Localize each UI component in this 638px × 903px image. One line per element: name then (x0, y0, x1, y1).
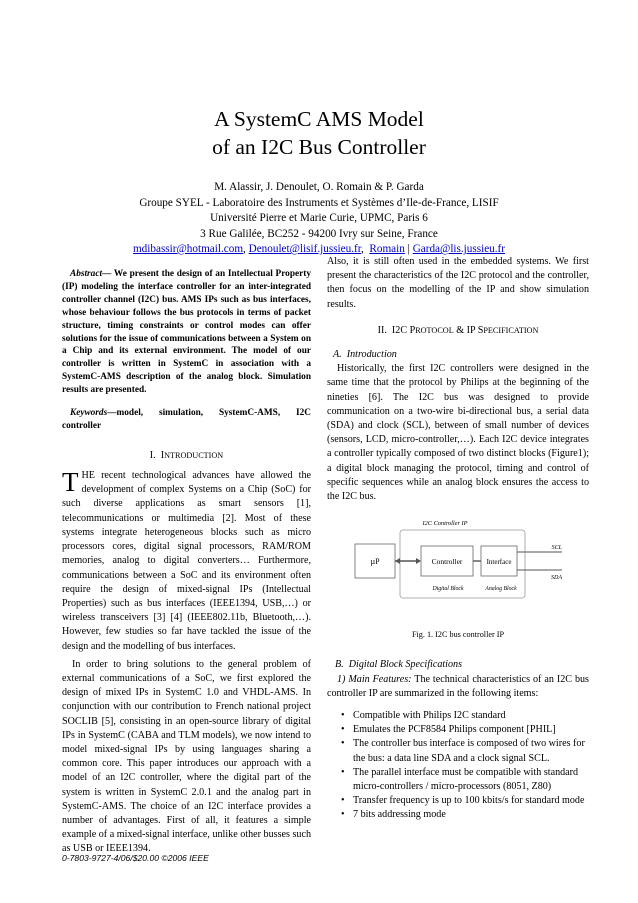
feature-item: • Transfer frequency is up to 100 kbits/s for standard mode (341, 794, 589, 808)
email-link-1[interactable]: mdibassir@hotmail.com (132, 243, 244, 255)
address: 3 Rue Galilée, BC252 - 94200 Ivry sur Seine, France (200, 227, 438, 240)
left-column (62, 268, 311, 857)
abstract: Abstract— We present the design of an Intellectual Property (IP) modeling the interface controller for an inter-integrated controller channel (I2C) bus. AMS IPs such as bus interfaces, whose behaviour follows the bus protocols in terms of packet structure, timing constraints or control modes can offer solutions for the issue of communications between a System on a Chip and its external environment. The model of our controller is written in SystemC in association with a SystemC-AMS description of the analog block. Simulation results are presented. (62, 269, 312, 396)
feature-item: • The parallel interface must be compatible with standard micro-controllers / micro-processors (8051, Z80) (341, 766, 589, 794)
title-line-1: A SystemC AMS Model (214, 107, 424, 131)
author-block (0, 180, 638, 258)
right-paragraph-0: Also, it is still often used in the embedded systems. We first present the characteristics of the I2C protocol and the controller, then focus on the modelling of the IP and show simulation results. (327, 256, 589, 310)
figure-1-diagram (350, 518, 570, 608)
fig-sda-label: SDA (551, 575, 562, 581)
fig-analog-label: Analog Block (485, 586, 517, 592)
section-1-heading: I. INTRODUCTION (149, 449, 224, 461)
intro-paragraph-1: THE recent technological advances have allowed the development of complex Systems on a Chip (SoC) for such diverse applications as smart sensors [1], telecommunications or multimedia [2]. Most of these systems integrate heterogeneous blocks such as micro processors cores, digital signal processors, RAM/ROM memories, analog to digital converters… Furthermore, communications between a SoC and its environment often require the design of mixed-signal IPs (Intellectual Properties) such as bus interfaces (IEEE1394, USB,…) or wireless transceivers [3] [4] (IEEE802.11b, Bluetooth,…). However, few studies so far have tackled the issue of the design and the modelling of bus interfaces. (62, 467, 311, 652)
feature-list (327, 709, 589, 823)
section-2-heading: II. I2C PROTOCOL & IP SPECIFICATION (377, 324, 539, 336)
fig-digital-label: Digital Block (432, 586, 464, 592)
subsection-b1-label: 1) Main Features: (337, 673, 412, 685)
email-link-3[interactable]: Romain (369, 243, 405, 255)
feature-item: • Compatible with Philips I2C standard (341, 709, 589, 723)
email-line: mdibassir@hotmail.com, Denoulet@lisif.jussieu.fr, Romain | Garda@lis.jussieu.fr (132, 243, 506, 255)
feature-item: • 7 bits addressing mode (341, 808, 589, 822)
affiliation: Groupe SYEL - Laboratoire des Instruments et Systèmes d’Ile-de-France, LISIF (139, 196, 499, 209)
paper-title (0, 105, 638, 161)
fig-arrow-head-2 (395, 558, 400, 564)
keywords-label: Keywords (70, 408, 108, 419)
fig-outer-label: I2C Controller IP (422, 520, 468, 527)
keywords: Keywords—model, simulation, SystemC-AMS, I2C controller (62, 408, 311, 431)
subsection-a-heading: A. Introduction (333, 349, 397, 361)
fig-up-label: µP (370, 557, 380, 566)
feature-item: • Emulates the PCF8584 Philips component [PHIL] (341, 723, 589, 737)
feature-item: • The controller bus interface is composed of two wires for the bus: a data line SDA and a clock signal SCL. (341, 737, 589, 765)
keywords-text: model, simulation, SystemC-AMS, I2C controller (62, 408, 311, 431)
title-line-2: of an I2C Bus Controller (212, 135, 426, 159)
university: Université Pierre et Marie Curie, UPMC, Paris 6 (210, 212, 428, 224)
fig-arrow-head-1 (416, 558, 421, 564)
email-link-4[interactable]: Garda@lis.jussieu.fr (412, 243, 506, 255)
subsection-b-heading: B. Digital Block Specifications (335, 659, 462, 671)
intro-paragraph-2: In order to bring solutions to the general problem of external communications of a SoC, we first explored the design of mixed IPs in SystemC 1.0 and VHDL-AMS. In conjunction with our contribution to French national project SOCLIB [5], consisting in an open-source library of digital IPs in SystemC (CABA and TLM models), we now intend to model mixed-signal IPs by using languages sharing a common core. This paper introduces our approach with a model of an I2C controller, where the digital part of the system is written in SystemC 2.0.1 and the analog part in SystemC-AMS. The choice of an I2C interface provides a number of advantages. First of all, it features a simple example of a mixed-signal interface, unlike other busses such as USB or IEEE1394. (62, 658, 311, 855)
abstract-text: We present the design of an Intellectual Property (IP) modeling the interface controller for an inter-integrated controller channel (I2C) bus. AMS IPs such as bus interfaces, whose behaviour follows the bus protocols in terms of packet structure, timing constraints or control modes can offer solutions for the issue of communications between a System on a Chip and its external environment. The model of our controller is written in SystemC in association with a SystemC-AMS description of the analog block. Simulation results are presented. (62, 269, 312, 396)
subsection-b1-text: 1) Main Features: The technical characteristics of an I2C bus controller IP are summarized in the following items: (327, 673, 589, 699)
abstract-label: Abstract (70, 269, 103, 279)
fig-controller-label: Controller (431, 557, 463, 566)
figure-caption: Fig. 1. I2C bus controller IP (411, 630, 505, 640)
author-names: M. Alassir, J. Denoulet, O. Romain & P. Garda (214, 181, 424, 193)
fig-interface-label: Interface (486, 558, 512, 566)
subsection-a-text: Historically, the first I2C controllers were designed in the same time that the protocol by Philips at the beginning of the nineties [6]. The I2C bus was designed to provide communication on a two-wire bi-directional bus, a serial data (SDA) and clock (SCL), between of small number of devices (sensors, LCD, micro-controller,…). Each I2C device integrates a controller typically composed of two distinct blocks (Figure1); a digital block managing the protocol, timing and control of specific sequences while an analog block ensures the access to the I2C bus. (327, 363, 589, 503)
fig-scl-label: SCL (551, 545, 562, 551)
copyright-footer: 0-7803-9727-4/06/$20.00 ©2006 IEEE (62, 853, 209, 863)
email-link-2[interactable]: Denoulet@lisif.jussieu.fr (248, 243, 362, 255)
drop-cap: T (62, 467, 79, 498)
